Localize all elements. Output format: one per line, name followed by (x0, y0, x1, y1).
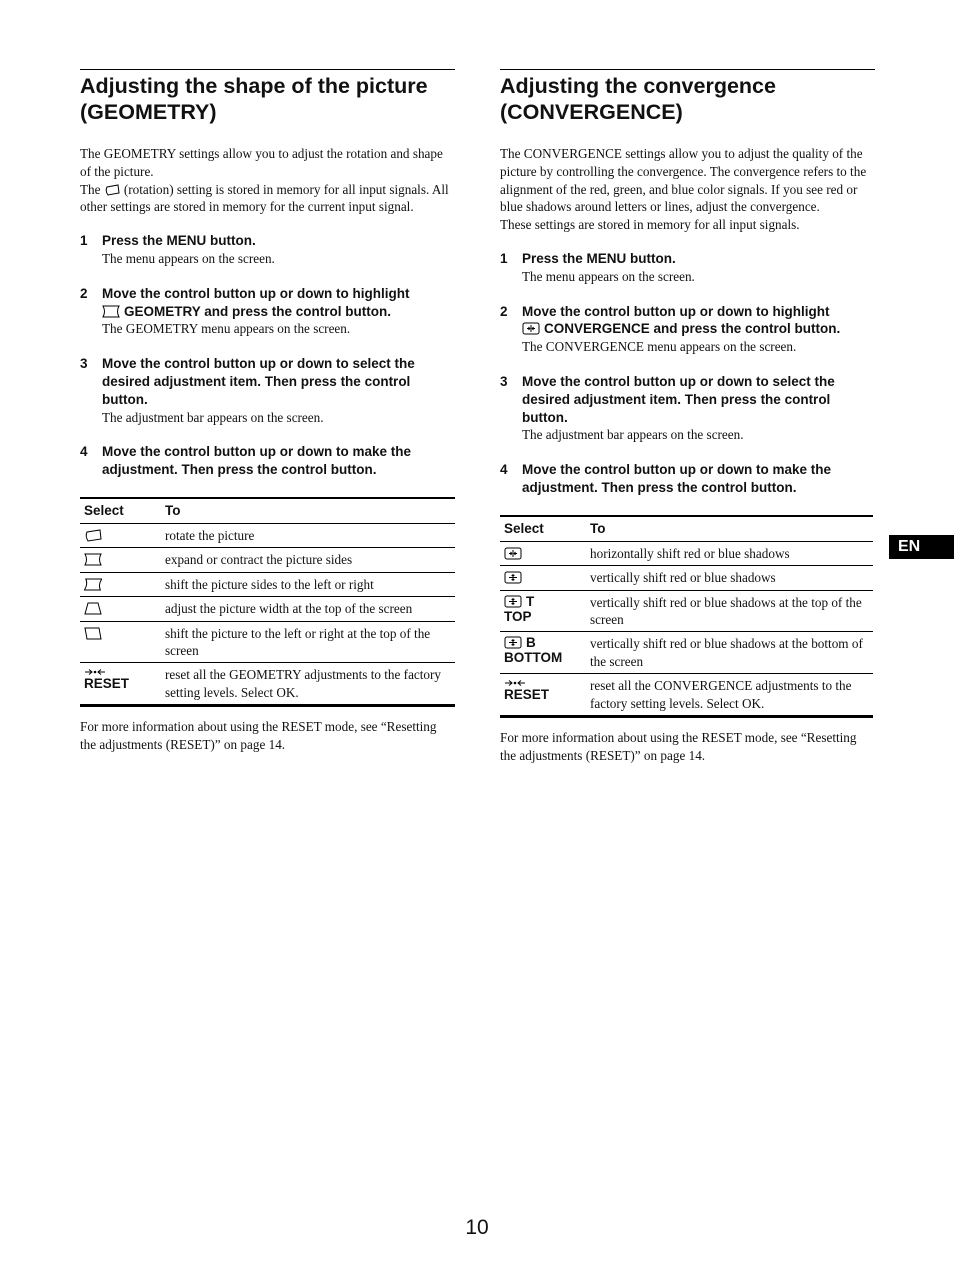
table-header-row (80, 498, 455, 524)
step-note: The CONVERGENCE menu appears on the screen. (522, 339, 797, 355)
pin-balance-icon (84, 578, 102, 591)
row-description: vertically shift red or blue shadows (586, 566, 873, 590)
row-description: vertically shift red or blue shadows at the top of the screen (586, 590, 873, 632)
step-3: 3 Move the control button up or down to select the desired adjustment item. Then press the control button. The adjustment bar appears on the screen. (80, 355, 455, 426)
geometry-intro (80, 145, 455, 216)
step-1: 1 Press the MENU button. The menu appears on the screen. (500, 250, 875, 286)
bottom-suffix: B (526, 635, 536, 651)
row-description: vertically shift red or blue shadows at the bottom of the screen (586, 632, 873, 674)
table-header-row (500, 516, 873, 542)
table-row (80, 523, 455, 547)
step-2: 2 Move the control button up or down to highlight CONVERGENCE and press the control button. The CONVERGENCE menu appears on the screen. (500, 303, 875, 356)
geometry-section (80, 69, 455, 754)
row-description: reset all the GEOMETRY adjustments to the factory setting levels. Select OK. (165, 667, 442, 700)
v-convergence-top-icon (504, 595, 522, 608)
pincushion-icon (84, 553, 102, 566)
row-description: horizontally shift red or blue shadows (586, 541, 873, 565)
h-convergence-icon (504, 547, 522, 560)
footer-note: For more information about using the RESET mode, see “Resetting the adjustments (RESET)” on page 14. (500, 730, 857, 763)
intro-paragraph-1: The CONVERGENCE settings allow you to adjust the quality of the picture by controlling the convergence. The convergence refers to the alignment of the red, green, and blue color signals. If you see red or blue shadows around letters or lines, adjust the convergence. (500, 146, 867, 215)
step-note: The adjustment bar appears on the screen. (102, 409, 324, 425)
col-to-header: To (586, 516, 873, 542)
reset-icon (504, 679, 526, 687)
row-description: reset all the CONVERGENCE adjustments to the factory setting levels. Select OK. (590, 678, 852, 711)
table-row (500, 541, 873, 565)
trapezoid-icon (84, 602, 102, 615)
col-to-header: To (161, 498, 455, 524)
step-4: 4 Move the control button up or down to make the adjustment. Then press the control button. (500, 461, 875, 497)
top-suffix: T (526, 593, 535, 609)
table-row (500, 674, 873, 717)
v-convergence-bottom-icon (504, 636, 522, 649)
step-title: Move the control button up or down to select the desired adjustment item. Then press the control button. (102, 356, 415, 407)
step-2: 2 Move the control button up or down to highlight GEOMETRY and press the control button. The GEOMETRY menu appears on the screen. (80, 285, 455, 338)
table-row (500, 590, 873, 632)
step-title: Move the control button up or down to highlight GEOMETRY and press the control button. (102, 285, 410, 319)
step-note: The menu appears on the screen. (102, 250, 275, 266)
convergence-section (500, 69, 875, 765)
step-note: The adjustment bar appears on the screen. (522, 427, 744, 443)
reset-label: RESET (504, 687, 550, 703)
convergence-steps (500, 250, 875, 497)
rotation-icon (104, 184, 120, 196)
col-select-header: Select (80, 498, 161, 524)
row-description: expand or contract the picture sides (161, 548, 455, 572)
step-1: 1 Press the MENU button. The menu appears on the screen. (80, 232, 455, 268)
step-note: The GEOMETRY menu appears on the screen. (102, 321, 351, 337)
step-3: 3 Move the control button up or down to select the desired adjustment item. Then press the control button. The adjustment bar appears on the screen. (500, 373, 875, 444)
geometry-title: Adjusting the shape of the picture (GEOMETRY) (80, 74, 428, 124)
row-description: rotate the picture (161, 523, 455, 547)
table-row (500, 566, 873, 590)
bottom-label: BOTTOM (504, 650, 563, 666)
intro-paragraph-2: These settings are stored in memory for all input signals. (500, 217, 800, 233)
table-row (80, 621, 455, 663)
section-rule (80, 69, 455, 70)
step-title: Move the control button up or down to highlight CONVERGENCE and press the control button. (522, 303, 841, 337)
step-note: The menu appears on the screen. (522, 268, 695, 284)
parallelogram-icon (84, 627, 102, 640)
table-row (80, 572, 455, 596)
row-description: shift the picture to the left or right at the top of the screen (161, 621, 455, 663)
row-description: adjust the picture width at the top of the screen (161, 597, 455, 621)
language-tab-en: EN (889, 535, 954, 559)
rotation-icon (84, 529, 102, 542)
table-row (80, 597, 455, 621)
table-row (80, 663, 455, 706)
reset-label: RESET (84, 676, 130, 692)
convergence-intro (500, 145, 875, 234)
section-rule (500, 69, 875, 70)
convergence-title: Adjusting the convergence (CONVERGENCE) (500, 74, 776, 124)
table-row (80, 548, 455, 572)
step-title: Press the MENU button. (522, 250, 676, 266)
intro-paragraph-2: The (rotation) setting is stored in memory for all input signals. All other settings are stored in memory for the current input signal. (80, 181, 449, 215)
top-label: TOP (504, 608, 532, 624)
v-convergence-icon (504, 571, 522, 584)
intro-paragraph-1: The GEOMETRY settings allow you to adjust the rotation and shape of the picture. (80, 146, 443, 179)
step-title: Move the control button up or down to make the adjustment. Then press the control button. (102, 444, 411, 478)
col-select-header: Select (500, 516, 586, 542)
step-4: 4 Move the control button up or down to make the adjustment. Then press the control button. (80, 443, 455, 479)
row-description: shift the picture sides to the left or right (161, 572, 455, 596)
footer-note: For more information about using the RESET mode, see “Resetting the adjustments (RESET)” on page 14. (80, 719, 437, 752)
reset-icon (84, 668, 106, 676)
step-title: Move the control button up or down to make the adjustment. Then press the control button. (522, 462, 831, 495)
geometry-select-table (80, 497, 455, 707)
convergence-menu-icon (522, 322, 540, 335)
step-title: Press the MENU button. (102, 233, 256, 249)
step-title: Move the control button up or down to select the desired adjustment item. Then press the control button. (522, 373, 835, 425)
page-number: 10 (465, 1216, 489, 1239)
geometry-menu-icon (102, 305, 120, 318)
convergence-select-table (500, 515, 873, 718)
table-row (500, 632, 873, 674)
geometry-steps (80, 232, 455, 479)
